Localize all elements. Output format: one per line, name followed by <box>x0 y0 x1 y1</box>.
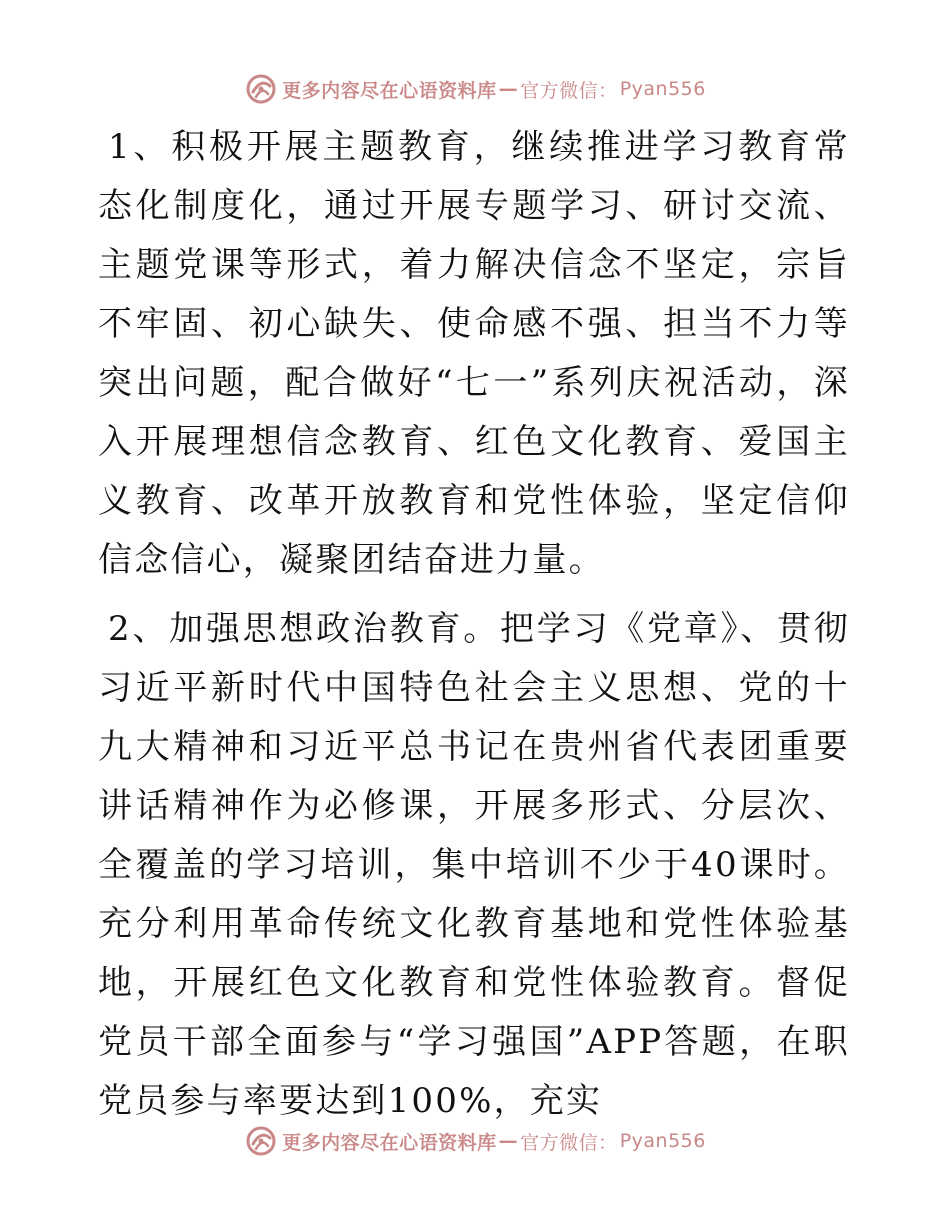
watermark-wechat-id: Pyan556 <box>619 78 706 100</box>
paragraph-1-text: 1、积极开展主题教育，继续推进学习教育常态化制度化，通过开展专题学习、研讨交流、主题党课等形式，着力解决信念不坚定，宗旨不牢固、初心缺失、使命感不强、担当不力等突出问题，配合做好“七一”系列庆祝活动，深入开展理想信念教育、红色文化教育、爱国主义教育、改革开放教育和党性体验，坚定信仰信念信心，凝聚团结奋进力量。 <box>98 127 850 580</box>
document-body <box>98 118 850 1131</box>
watermark-separator: — <box>498 1130 519 1152</box>
watermark-logo-icon <box>244 72 278 106</box>
paragraph-2-text: 2、加强思想政治教育。把学习《党章》、贯彻习近平新时代中国特色社会主义思想、党的十九大精神和习近平总书记在贵州省代表团重要讲话精神作为必修课，开展多形式、分层次、全覆盖的学习培训，集中培训不少于40课时。充分利用革命传统文化教育基地和党性体验基地，开展红色文化教育和党性体验教育。督促党员干部全面参与“学习强国”APP答题，在职党员参与率要达到100%，充实 <box>98 609 850 1121</box>
watermark-separator: — <box>498 78 519 100</box>
footer-watermark <box>0 1124 950 1158</box>
watermark-wechat-id: Pyan556 <box>619 1130 706 1152</box>
paragraph-1 <box>98 118 850 590</box>
watermark-logo-icon <box>244 1124 278 1158</box>
watermark-text: 更多内容尽在心语资料库 <box>282 79 497 102</box>
watermark-text: 更多内容尽在心语资料库 <box>282 1131 497 1154</box>
watermark-wechat-label: 官方微信： <box>520 1131 618 1154</box>
watermark-wechat-label: 官方微信： <box>520 79 618 102</box>
paragraph-2 <box>98 600 850 1131</box>
header-watermark <box>0 72 950 106</box>
